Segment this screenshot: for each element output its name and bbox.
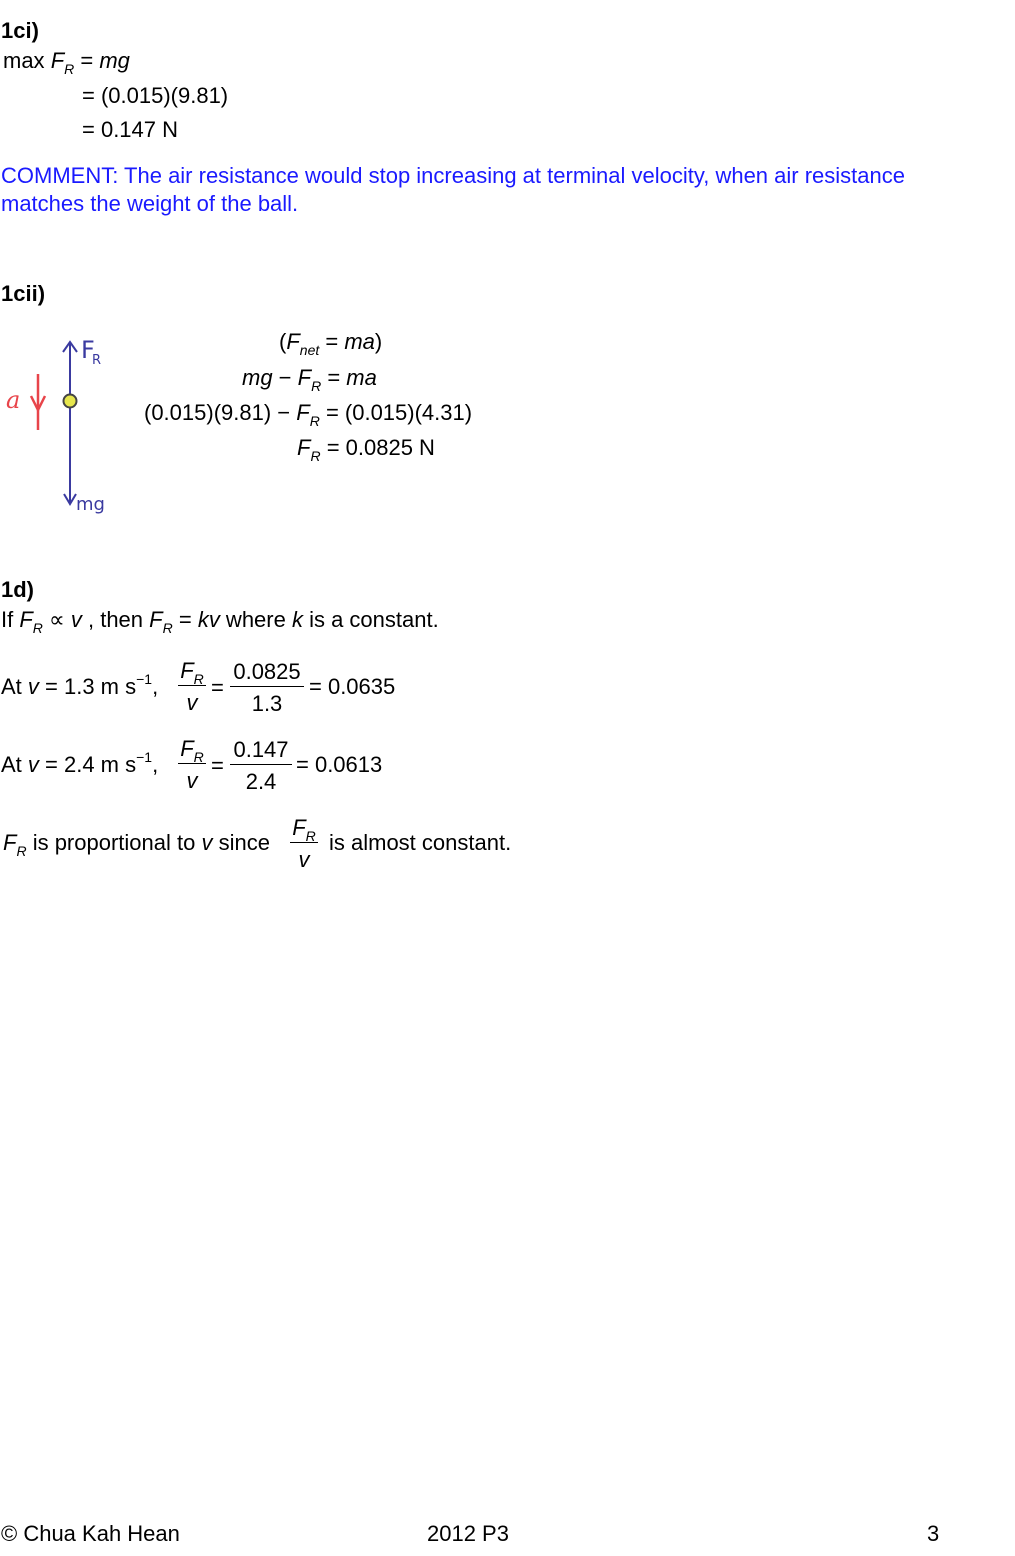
label-fr-sub: R	[92, 353, 102, 368]
frac-0.0825-over-1.3: 0.0825 1.3	[230, 661, 304, 715]
comment-terminal-velocity: COMMENT: The air resistance would stop increasing at terminal velocity, when air resistance matches the weight of the ball.	[1, 163, 905, 216]
eq-mg-minus-fr: mg − $F_R$ = ma	[242, 365, 377, 394]
conclusion-end: is almost constant.	[329, 830, 512, 855]
heading-1cii: 1cii)	[1, 281, 46, 306]
label-fr: F	[81, 336, 95, 364]
equals-2: =	[211, 753, 224, 778]
label-a: a	[6, 386, 21, 414]
eq-max-fr: $\max F_R$ = mg	[3, 48, 130, 77]
footer-paper: 2012 P3	[427, 1521, 509, 1546]
free-body-diagram	[0, 330, 120, 530]
frac-fr-over-v-2: $F_R$ v	[178, 738, 206, 792]
frac-fr-over-v-3: $F_R$ v	[290, 817, 318, 871]
eq-max-fr-line2: = (0.015)(9.81)	[82, 83, 229, 108]
ball-icon	[64, 395, 77, 408]
footer-copyright: © Chua Kah Hean	[1, 1521, 180, 1546]
intro-proportional: If $F_R \propto v$ , then $F_R$ = kv where k is a constant.	[1, 607, 439, 636]
eq-fr-result: $F_R = 0.0825$ N	[297, 435, 435, 464]
heading-1ci: 1ci)	[1, 18, 39, 43]
conclusion-text: $F_R$ is proportional to v since	[3, 830, 270, 859]
at-v1-label: At v = 1.3 m $s^{-1}$,	[1, 671, 159, 699]
eq-max-fr-line3: = 0.147 N	[82, 117, 179, 142]
at-v2-label: At v = 2.4 m $s^{-1}$,	[1, 749, 159, 777]
frac-0.147-over-2.4: 0.147 2.4	[230, 739, 292, 793]
eq-substituted: $(0.015)(9.81) - F_R = (0.015)(4.31)$	[144, 400, 473, 429]
result-1: = 0.0635	[309, 674, 396, 699]
label-mg: mg	[76, 494, 105, 515]
frac-fr-over-v-1: $F_R$ v	[178, 660, 206, 714]
result-2: = 0.0613	[296, 752, 383, 777]
heading-1d: 1d)	[1, 577, 34, 602]
eq-fnet: $(F_{net} = ma)$	[279, 329, 383, 358]
footer-page-number: 3	[927, 1521, 940, 1546]
equals-1: =	[211, 675, 224, 700]
